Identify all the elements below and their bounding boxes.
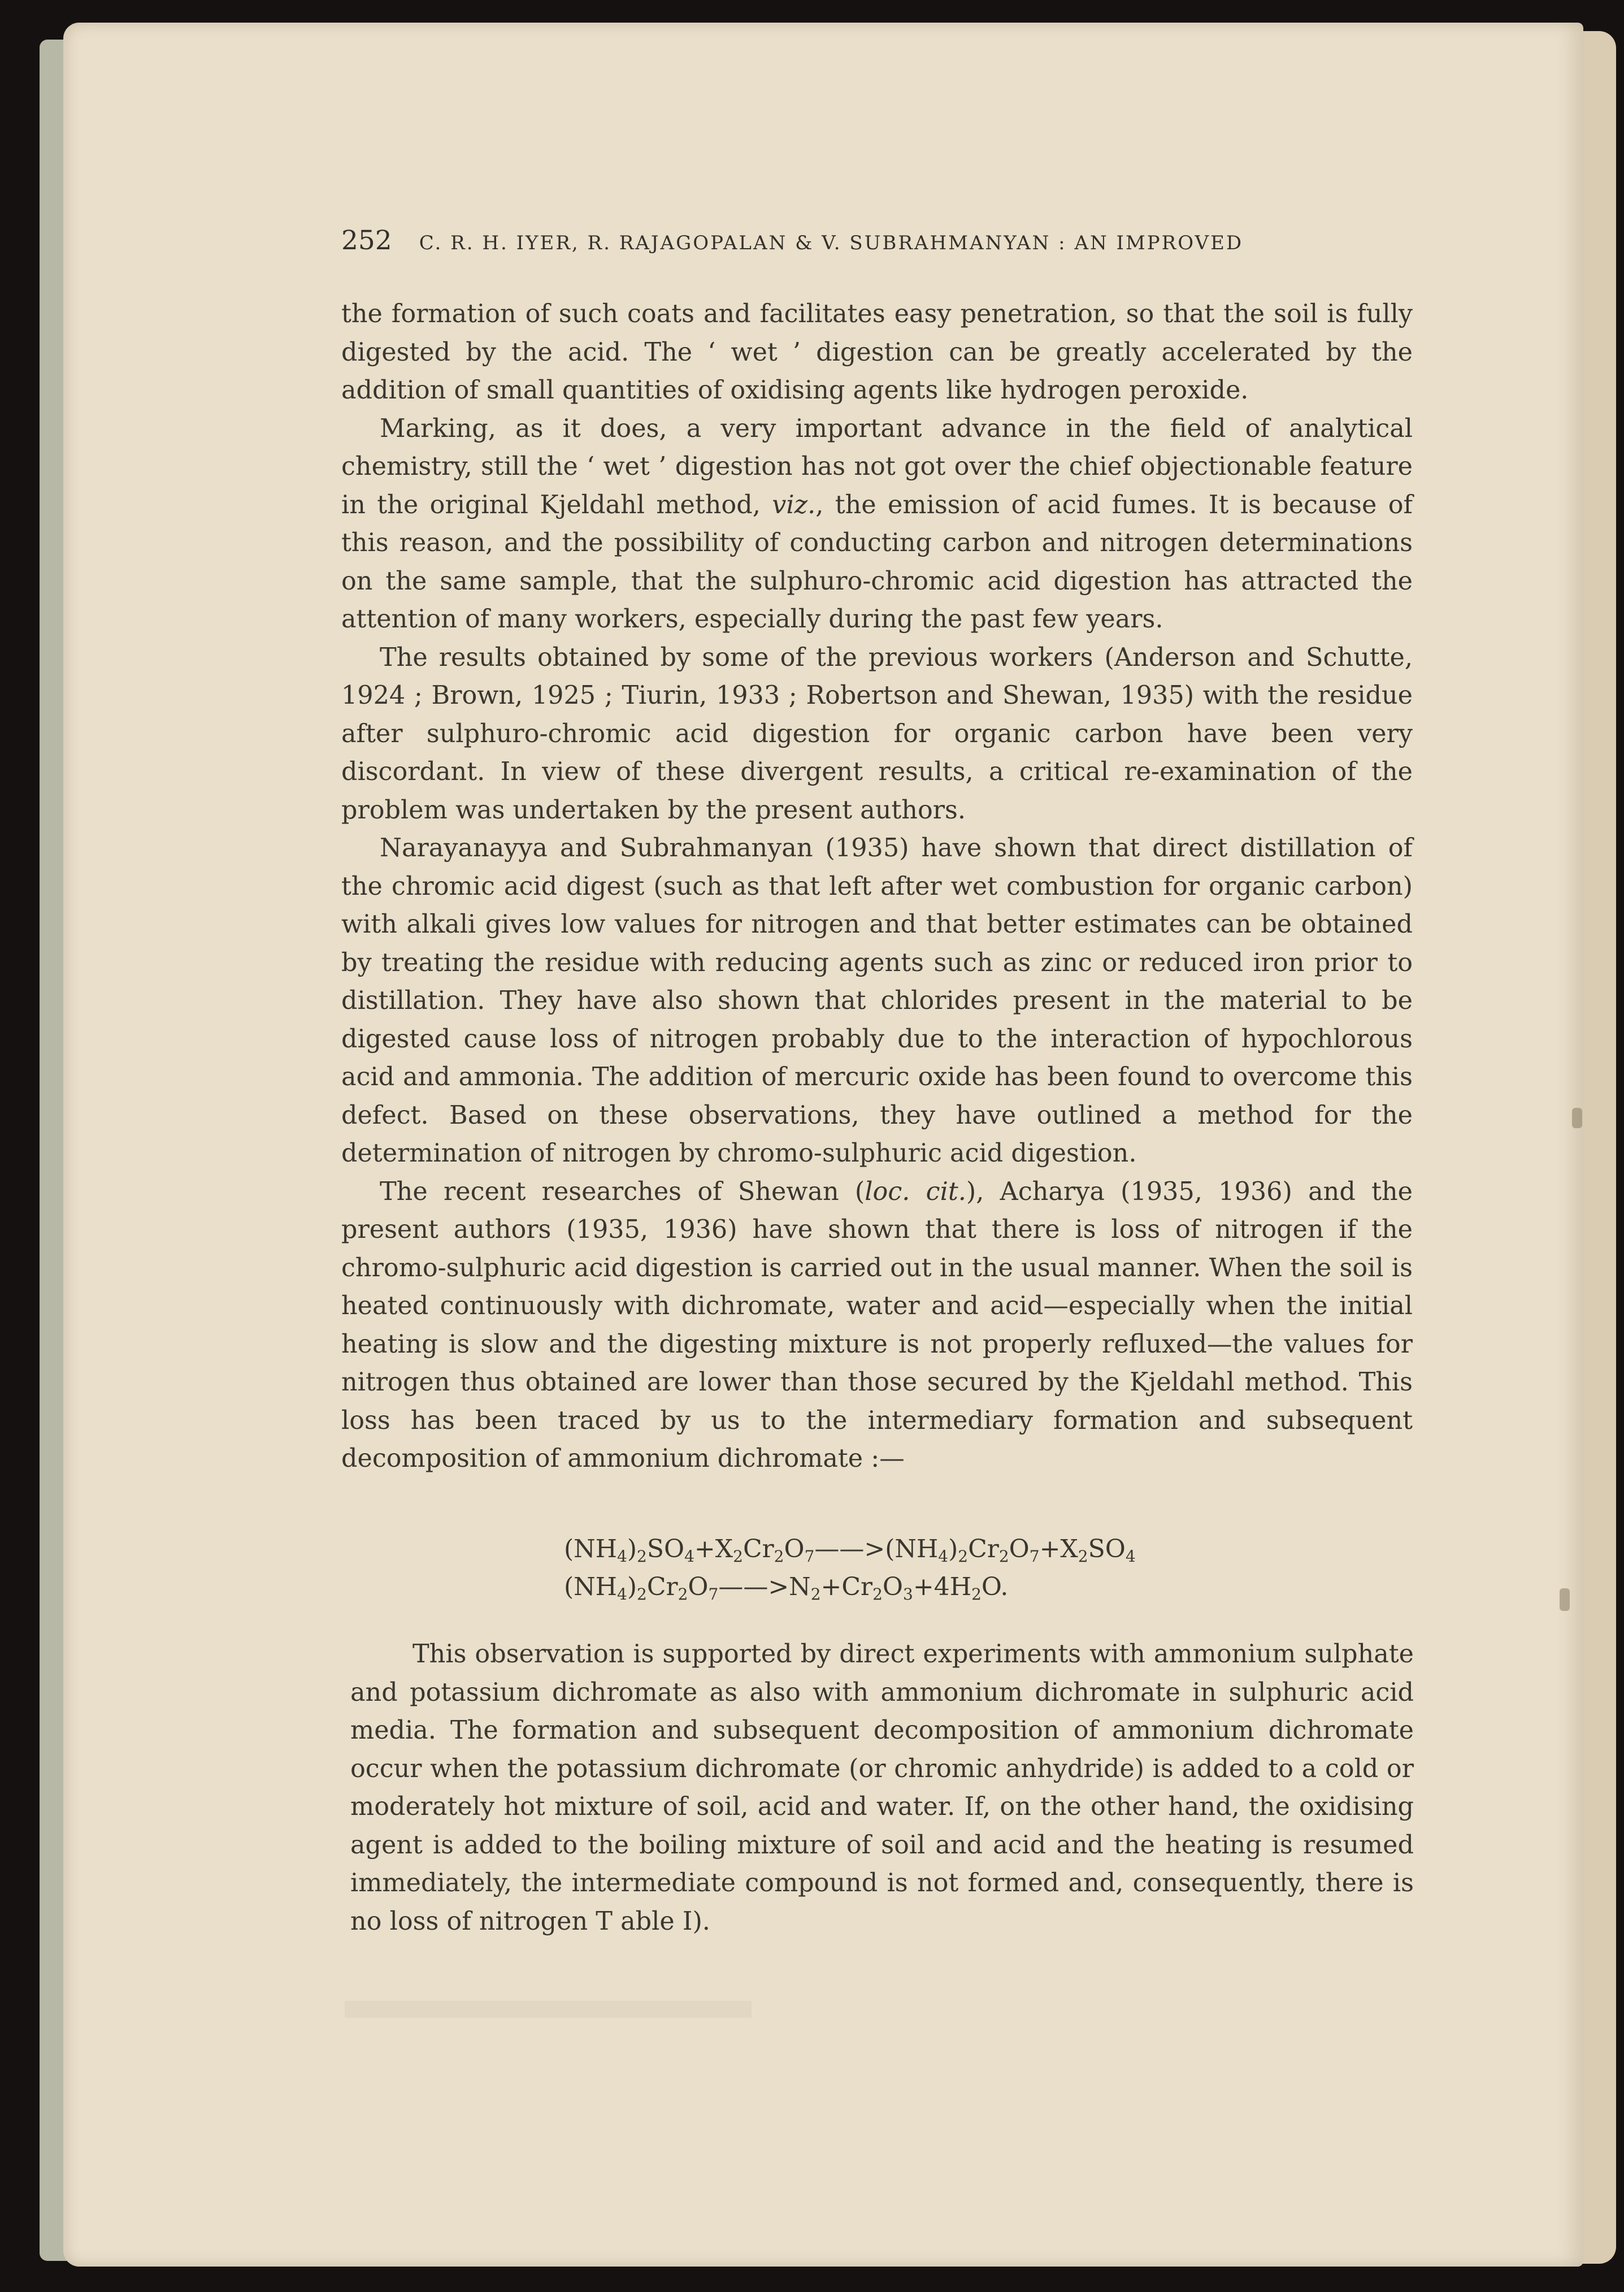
equation-term: +Cr — [820, 1572, 873, 1601]
equation-subscript: 4 — [1125, 1547, 1136, 1566]
equation-term: ) — [627, 1535, 637, 1563]
paragraph-5-text-b: ), Acharya (1935, 1936) and the present authors (1935, 1936) have shown that there is loss of nitrogen if the chromo-sulphuric acid digestion is carried out in the usual manner. When the soil is heated continuously with dichromate, water and acid—especially when the initial heating is slow and the digesting mixture is not properly refluxed—the values for nitrogen thus obtained are lower than those secured by the Kjeldahl method. This loss has been traced by us to the intermediary formation and subsequent decomposition of ammonium dichromate :— — [341, 1177, 1413, 1473]
equation-subscript: 2 — [637, 1585, 647, 1604]
equation-subscript: 2 — [637, 1547, 647, 1566]
equation-subscript: 2 — [872, 1585, 883, 1604]
equation-subscript: 2 — [998, 1547, 1009, 1566]
paragraph-2 — [341, 410, 1413, 639]
body-text — [341, 295, 1413, 1478]
equation-subscript: 2 — [1078, 1547, 1088, 1566]
paragraph-5-text-a: The recent researches of Shewan ( — [380, 1177, 865, 1206]
equation-subscript: 2 — [971, 1585, 982, 1604]
equation-term: O. — [981, 1572, 1009, 1601]
equation-term: ) — [627, 1572, 637, 1601]
equation-term: O — [1009, 1535, 1030, 1563]
running-title: C. R. H. IYER, R. RAJAGOPALAN & V. SUBRAHMANYAN : AN IMPROVED — [419, 232, 1244, 254]
paragraph-5-italic: loc. cit. — [865, 1177, 966, 1206]
equation-term: ) — [948, 1535, 958, 1563]
equation-subscript: 7 — [708, 1585, 719, 1604]
equation-term: +X — [1039, 1535, 1078, 1563]
equation-subscript: 4 — [938, 1547, 949, 1566]
equation-term: ——>(NH — [814, 1535, 939, 1563]
paragraph-2-text-b: , the emission of acid fumes. It is because of this reason, and the possibility of conducting carbon and nitrogen determinations on the same sample, that the sulphuro-chromic acid digestion has attracted the attention of many workers, especially during the past few years. — [341, 490, 1413, 634]
equation-term: Cr — [646, 1572, 678, 1601]
paragraph-2-text-a: Marking, as it does, a very important advance in the field of analytical chemistry, still the ‘ wet ’ digestion has not got over the chief objectionable feature in the original Kjeldahl method, — [341, 414, 1413, 519]
equation-term: O — [784, 1535, 805, 1563]
equation-subscript: 2 — [678, 1585, 688, 1604]
paragraph-5 — [341, 1173, 1413, 1478]
equation-subscript: 4 — [684, 1547, 694, 1566]
equation-term: O — [882, 1572, 903, 1601]
binding-tear-mark — [1572, 1108, 1582, 1128]
page-number: 252 — [341, 225, 392, 256]
paragraph-6: This observation is supported by direct experiments with ammonium sulphate and potassium dichromate as also with ammonium dichromate in sulphuric acid media. The formation and subsequent decomposition of ammonium dichromate occur when the potassium dichromate (or chromic anhydride) is added to a cold or moderately hot mixture of soil, acid and water. If, on the other hand, the oxidising agent is added to the boiling mixture of soil and acid and the heating is resumed immediately, the intermediate compound is not formed and, consequently, there is no loss of nitrogen T able I). — [350, 1640, 1414, 1936]
equation-subscript: 2 — [810, 1585, 821, 1604]
equation-term: ——>N — [718, 1572, 811, 1601]
equation-subscript: 7 — [1029, 1547, 1040, 1566]
binding-tear-mark — [1560, 1588, 1570, 1611]
running-head — [341, 225, 1392, 270]
paragraph-1: the formation of such coats and facilitates easy penetration, so that the soil is fully digested by the acid. The ‘ wet ’ digestion can be greatly accelerated by the addition of small quantities of oxidising agents like hydrogen peroxide. — [341, 300, 1413, 405]
equation-1 — [564, 1531, 1136, 1568]
equation-term: +X — [694, 1535, 733, 1563]
closing-text — [350, 1635, 1414, 1940]
equation-term: Cr — [968, 1535, 999, 1563]
show-through-text — [345, 2001, 752, 2018]
equation-subscript: 2 — [733, 1547, 743, 1566]
equation-subscript: 4 — [617, 1585, 627, 1604]
equation-term: (NH — [564, 1535, 618, 1563]
equation-subscript: 4 — [617, 1547, 627, 1566]
equation-term: (NH — [564, 1572, 618, 1601]
paragraph-4: Narayanayya and Subrahmanyan (1935) have shown that direct distillation of the chromic acid digest (such as that left after wet combustion for organic carbon) with alkali gives low values for nitrogen and that better estimates can be obtained by treating the residue with reducing agents such as zinc or reduced iron prior to distillation. They have also shown that chlorides present in the material to be digested cause loss of nitrogen probably due to the interaction of hypochlorous acid and ammonia. The addition of mercuric oxide has been found to overcome this defect. Based on these observations, they have outlined a method for the determination of nitrogen by chromo-sulphuric acid digestion. — [341, 834, 1413, 1168]
paragraph-3: The results obtained by some of the previous workers (Anderson and Schutte, 1924 ; Brown, 1925 ; Tiurin, 1933 ; Robertson and Shewan, 1935) with the residue after sulphuro-chromic acid digestion for organic carbon have been very discordant. In view of these divergent results, a critical re-examination of the problem was undertaken by the present authors. — [341, 643, 1413, 825]
equation-subscript: 2 — [774, 1547, 784, 1566]
equation-subscript: 2 — [958, 1547, 969, 1566]
equation-term: Cr — [742, 1535, 774, 1563]
equation-term: O — [688, 1572, 709, 1601]
paragraph-2-italic: viz. — [772, 490, 816, 519]
equation-term: SO — [1088, 1535, 1126, 1563]
equation-term: +4H — [913, 1572, 972, 1601]
equation-term: SO — [646, 1535, 685, 1563]
equation-subscript: 7 — [804, 1547, 815, 1566]
equation-subscript: 3 — [903, 1585, 913, 1604]
equation-2 — [564, 1569, 1008, 1606]
